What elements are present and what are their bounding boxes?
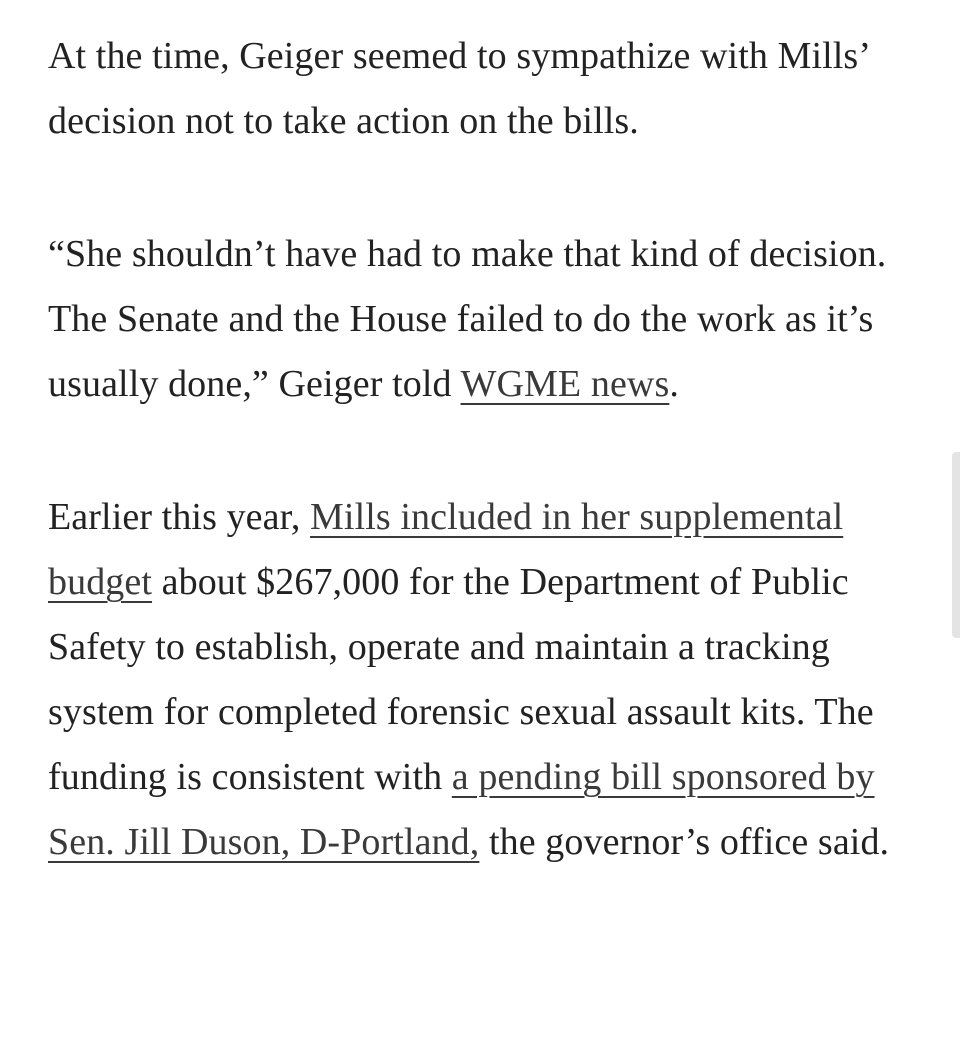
- quote-end: .: [669, 363, 679, 405]
- scrollbar-thumb[interactable]: [952, 452, 960, 638]
- pending-bill-link[interactable]: a pending bill sponsored by Sen. Jill Duson, D-Portland,: [48, 756, 875, 863]
- supplemental-budget-link[interactable]: Mills included in her supplemental budget: [48, 496, 844, 603]
- paragraph-geiger-sympathize: [48, 24, 918, 154]
- paragraph-supplemental-budget: [48, 485, 918, 875]
- budget-detail-text: about $267,000 for the Department of Public Safety to establish, operate and maintain a tracking system for completed forensic sexual assault kits. The funding is consistent with: [48, 561, 874, 798]
- quote-text: “She shouldn’t have had to make that kind of decision. The Senate and the House failed to do the work as it’s usually done,” Geiger told: [48, 233, 887, 405]
- governor-office-text: the governor’s office said.: [479, 821, 890, 863]
- wgme-news-link[interactable]: WGME news: [460, 363, 670, 405]
- budget-intro-text: Earlier this year,: [48, 496, 311, 538]
- paragraph-geiger-quote: [48, 222, 918, 417]
- article-body: [48, 24, 918, 875]
- paragraph-text: At the time, Geiger seemed to sympathize with Mills’ decision not to take action on the bills.: [48, 35, 869, 142]
